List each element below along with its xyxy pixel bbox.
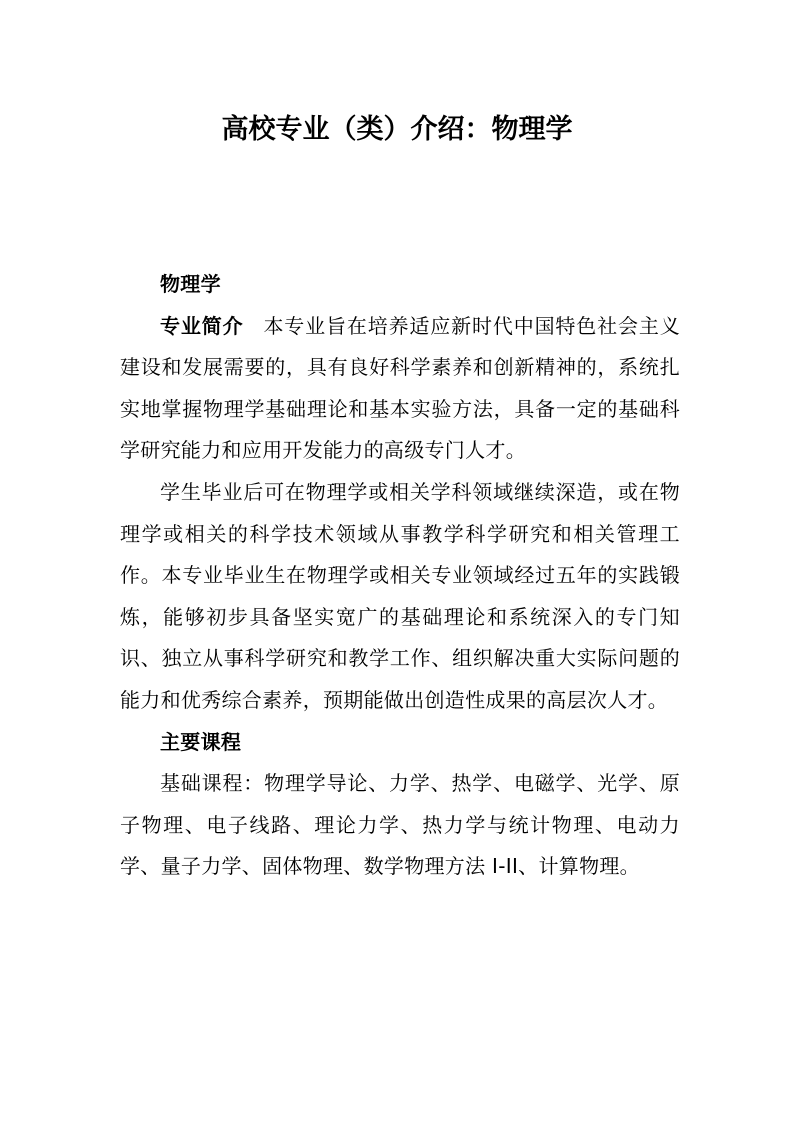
intro-paragraph-1 bbox=[120, 306, 680, 472]
intro-text-1: 本专业旨在培养适应新时代中国特色社会主义建设和发展需要的，具有良好科学素养和创新精神的，系统扎实地掌握物理学基础理论和基本实验方法，具备一定的基础科学研究能力和应用开发能力的高级专门人才。 bbox=[120, 313, 681, 463]
intro-paragraph-2: 学生毕业后可在物理学或相关学科领域继续深造，或在物理学或相关的科学技术领域从事教学科学研究和相关管理工作。本专业毕业生在物理学或相关专业领域经过五年的实践锻炼，能够初步具备坚实宽广的基础理论和系统深入的专门知识、独立从事科学研究和教学工作、组织解决重大实际问题的能力和优秀综合素养，预期能做出创造性成果的高层次人才。 bbox=[120, 479, 680, 712]
courses-heading: 主要课程 bbox=[160, 729, 242, 754]
major-name-heading: 物理学 bbox=[160, 272, 221, 296]
basic-courses-paragraph: 基础课程：物理学导论、力学、热学、电磁学、光学、原子物理、电子线路、理论力学、热力学与统计物理、电动力学、量子力学、固体物理、数学物理方法 I-II、计算物理。 bbox=[120, 771, 680, 879]
intro-label: 专业简介 bbox=[160, 313, 244, 338]
document-body bbox=[120, 264, 680, 888]
document-title: 高校专业（类）介绍：物理学 bbox=[221, 114, 573, 145]
